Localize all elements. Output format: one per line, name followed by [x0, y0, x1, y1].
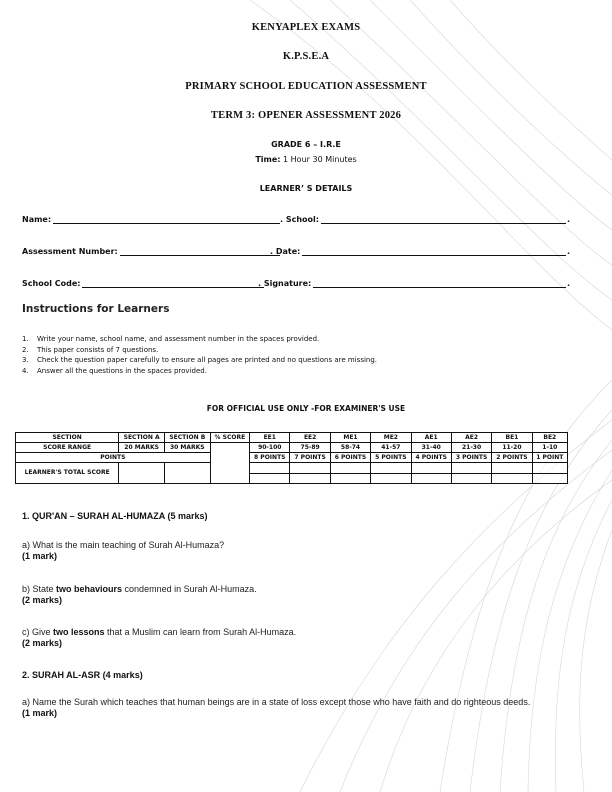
table-cell: 6 POINTS — [330, 453, 370, 463]
table-cell: EE2 — [290, 433, 330, 443]
date-end-dot: . — [566, 247, 570, 256]
instructions-list — [22, 334, 377, 376]
instruction-text: Check the question paper carefully to ensure all pages are printed and no questions are missing. — [37, 356, 378, 364]
table-cell: AE2 — [451, 433, 491, 443]
signature-end-dot: . — [566, 279, 570, 288]
total-score-row — [16, 463, 568, 474]
table-cell: ME1 — [330, 433, 370, 443]
learner-details-heading: LEARNER’ S DETAILS — [259, 184, 353, 193]
question-1b — [22, 584, 597, 606]
name-label: Name: — [22, 215, 52, 224]
empty-cell[interactable] — [371, 463, 411, 474]
empty-cell[interactable] — [290, 463, 330, 474]
empty-cell[interactable] — [451, 463, 491, 474]
table-cell: % SCORE — [210, 433, 249, 443]
question-text: condemned in Surah Al-Humaza. — [122, 584, 257, 594]
assessment-number-line[interactable] — [120, 246, 280, 256]
points-row — [16, 453, 568, 463]
section-b-score-cell[interactable] — [165, 463, 211, 484]
empty-cell[interactable] — [330, 473, 370, 484]
table-cell: 4 POINTS — [411, 453, 451, 463]
instruction-number: 1. — [22, 335, 29, 343]
percent-score-cell[interactable] — [210, 443, 249, 484]
table-cell: 7 POINTS — [290, 453, 330, 463]
school-code-field[interactable] — [22, 278, 264, 288]
question-text: a) What is the main teaching of Surah Al-Humaza? — [22, 540, 225, 550]
empty-cell[interactable] — [371, 473, 411, 484]
exam-body-title: KENYAPLEX EXAMS — [251, 22, 361, 33]
empty-cell[interactable] — [532, 473, 567, 484]
marks-label: (2 marks) — [22, 638, 63, 648]
question-text: b) State — [22, 584, 57, 594]
instruction-number: 3. — [22, 356, 29, 364]
date-line[interactable] — [302, 246, 566, 256]
instruction-number: 2. — [22, 345, 29, 354]
question-1-title: 1. QUR'AN – SURAH AL-HUMAZA (5 marks) — [22, 511, 208, 521]
signature-label: . Signature: — [258, 279, 312, 288]
table-cell: 3 POINTS — [451, 453, 491, 463]
time-value: 1 Hour 30 Minutes — [280, 155, 357, 164]
school-line[interactable] — [321, 214, 566, 224]
fields-row-2 — [22, 246, 570, 258]
table-cell: SECTION — [16, 433, 119, 443]
marks-label: (1 mark) — [22, 551, 58, 561]
table-cell: AE1 — [411, 433, 451, 443]
empty-cell[interactable] — [250, 463, 290, 474]
question-text: c) Give — [22, 627, 54, 637]
table-cell: 8 POINTS — [250, 453, 290, 463]
section-a-score-cell[interactable] — [119, 463, 165, 484]
table-cell: 5 POINTS — [371, 453, 411, 463]
assessment-number-field[interactable] — [22, 246, 280, 256]
empty-cell[interactable] — [451, 473, 491, 484]
time-label: Time: — [255, 155, 281, 164]
table-cell: 41-57 — [371, 443, 411, 453]
table-cell: 11-20 — [492, 443, 532, 453]
table-cell: 31-40 — [411, 443, 451, 453]
question-1a — [22, 540, 597, 562]
total-score-label-cell: LEARNER'S TOTAL SCORE — [16, 463, 119, 484]
school-code-label: School Code: — [22, 279, 81, 288]
marks-label: (1 mark) — [22, 708, 58, 718]
table-cell: 1-10 — [532, 443, 567, 453]
table-cell: 90-100 — [250, 443, 290, 453]
time-line — [0, 155, 612, 164]
instruction-item — [22, 345, 377, 356]
assessment-number-label: Assessment Number: — [22, 247, 118, 256]
table-cell: BE2 — [532, 433, 567, 443]
score-table — [15, 432, 568, 484]
name-line[interactable] — [53, 214, 280, 224]
table-cell: SCORE RANGE — [16, 443, 119, 453]
fields-row-1 — [22, 214, 570, 226]
table-cell: 75-89 — [290, 443, 330, 453]
name-field[interactable] — [22, 214, 280, 224]
empty-cell[interactable] — [492, 473, 532, 484]
marks-label: (2 marks) — [22, 595, 63, 605]
school-code-line[interactable] — [82, 278, 264, 288]
empty-cell[interactable] — [330, 463, 370, 474]
table-cell: 1 POINT — [532, 453, 567, 463]
instruction-text: This paper consists of 7 questions. — [37, 345, 159, 354]
school-label: . School: — [280, 215, 319, 224]
empty-cell[interactable] — [250, 473, 290, 484]
question-emphasis: two behaviours — [56, 584, 123, 594]
table-cell: 20 MARKS — [119, 443, 165, 453]
school-field[interactable] — [280, 214, 570, 224]
signature-field[interactable] — [258, 278, 570, 288]
question-2-title: 2. SURAH AL-ASR (4 marks) — [22, 670, 143, 680]
instructions-title: Instructions for Learners — [22, 303, 170, 315]
table-cell: SECTION B — [165, 433, 211, 443]
instruction-text: Write your name, school name, and assessment number in the spaces provided. — [37, 335, 320, 343]
question-text: that a Muslim can learn from Surah Al-Humaza. — [104, 627, 297, 637]
question-emphasis: two lessons — [53, 627, 105, 637]
table-cell: 30 MARKS — [165, 443, 211, 453]
question-2a — [22, 697, 597, 719]
score-table-header-row — [16, 433, 568, 443]
empty-cell[interactable] — [411, 473, 451, 484]
assessment-title: PRIMARY SCHOOL EDUCATION ASSESSMENT — [185, 81, 427, 92]
score-range-row — [16, 443, 568, 453]
table-cell: SECTION A — [119, 433, 165, 443]
question-1c — [22, 627, 597, 649]
grade-line: GRADE 6 – I.R.E — [271, 140, 341, 149]
table-cell: ME2 — [371, 433, 411, 443]
term-title: TERM 3: OPENER ASSESSMENT 2026 — [210, 110, 402, 121]
fields-row-3 — [22, 278, 570, 290]
empty-cell[interactable] — [290, 473, 330, 484]
date-field[interactable] — [270, 246, 570, 256]
instruction-item — [22, 366, 377, 377]
points-label-cell: POINTS — [16, 453, 211, 463]
date-label: . Date: — [270, 247, 301, 256]
board-title: K.P.S.E.A — [282, 51, 330, 62]
instruction-number: 4. — [22, 366, 29, 375]
instruction-item — [22, 334, 377, 345]
empty-cell[interactable] — [411, 463, 451, 474]
table-cell: 21-30 — [451, 443, 491, 453]
school-end-dot: . — [566, 215, 570, 224]
question-text: a) Name the Surah which teaches that human beings are in a state of loss except those who have faith and do righteous deeds. — [22, 697, 531, 707]
instruction-item — [22, 355, 377, 366]
table-cell: 2 POINTS — [492, 453, 532, 463]
instruction-text: Answer all the questions in the spaces provided. — [37, 366, 207, 375]
table-cell: EE1 — [250, 433, 290, 443]
empty-cell[interactable] — [492, 463, 532, 474]
signature-line[interactable] — [313, 278, 566, 288]
table-cell: 58-74 — [330, 443, 370, 453]
official-use-heading: FOR OFFICIAL USE ONLY -FOR EXAMINER'S USE — [206, 404, 406, 413]
empty-cell[interactable] — [532, 463, 567, 474]
table-cell: BE1 — [492, 433, 532, 443]
